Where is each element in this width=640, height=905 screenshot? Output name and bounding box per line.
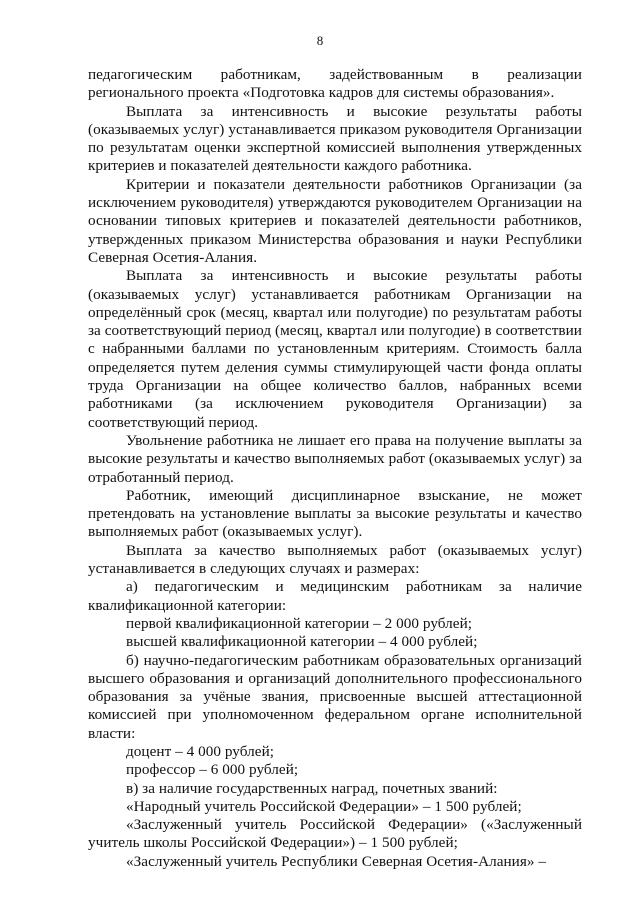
document-body: [88, 66, 582, 871]
list-item-docent: доцент – 4 000 рублей;: [126, 742, 275, 760]
paragraph-continuation: педагогическим работникам, задействованным в реализации регионального проекта «Подготовка кадров для системы образования».: [88, 66, 582, 102]
list-item-honored-teacher-rf: «Заслуженный учитель Российской Федерации» («Заслуженный учитель школы Российской Федерации») – 1 500 рублей;: [88, 816, 582, 852]
paragraph-criteria: Критерии и показатели деятельности работников Организации (за исключением руководителя) утверждаются руководителем Организации на основании типовых критериев и показателей деятельности работников, утвержденных приказом Министерства образования и науки Республики Северная Осетия-Алания.: [88, 175, 582, 266]
list-item-b: б) научно-педагогическим работникам образовательных организаций высшего образования и организаций дополнительного профессионального образования за учёные звания, присвоенные высшей аттестационной комиссией при уполномоченном федеральном органе исполнительной власти:: [88, 651, 582, 742]
paragraph-disciplinary: Работник, имеющий дисциплинарное взыскание, не может претендовать на установление выплаты за высокие результаты и качество выполняемых работ (оказываемых услуг).: [88, 486, 582, 541]
list-item-people-teacher: «Народный учитель Российской Федерации» – 1 500 рублей;: [126, 797, 522, 815]
list-item-highest-category: высшей квалификационной категории – 4 000 рублей;: [126, 633, 478, 651]
list-item-a: а) педагогическим и медицинским работникам за наличие квалификационной категории:: [88, 578, 582, 614]
list-item-first-category: первой квалификационной категории – 2 000 рублей;: [126, 614, 473, 632]
paragraph-dismissal: Увольнение работника не лишает его права на получение выплаты за высокие результаты и качество выполняемых работ (оказываемых услуг) за отработанный период.: [88, 431, 582, 486]
list-item-honored-teacher-rso: «Заслуженный учитель Республики Северная Осетия-Алания» –: [126, 852, 547, 870]
page-number: 8: [316, 33, 324, 48]
list-item-professor: профессор – 6 000 рублей;: [126, 761, 299, 779]
list-item-c: в) за наличие государственных наград, почетных званий:: [126, 779, 498, 797]
paragraph-payment-intensity-order: Выплата за интенсивность и высокие результаты работы (оказываемых услуг) устанавливается приказом руководителя Организации по результатам оценки экспертной комиссией выполнения утвержденных критериев и показателей деятельности каждого работника.: [88, 102, 582, 175]
paragraph-quality-payment: Выплата за качество выполняемых работ (оказываемых услуг) устанавливается в следующих случаях и размерах:: [88, 541, 582, 578]
paragraph-payment-period: Выплата за интенсивность и высокие результаты работы (оказываемых услуг) устанавливается работникам Организации на определённый срок (месяц, квартал или полугодие) по результатам работы за соответствующий период (месяц, квартал или полугодие) в соответствии с набранными баллами по установленным критериям. Стоимость балла определяется путем деления суммы стимулирующей части фонда оплаты труда Организации на общее количество баллов, набранных всеми работниками (за исключением руководителя Организации) за соответствующий период.: [88, 267, 582, 431]
